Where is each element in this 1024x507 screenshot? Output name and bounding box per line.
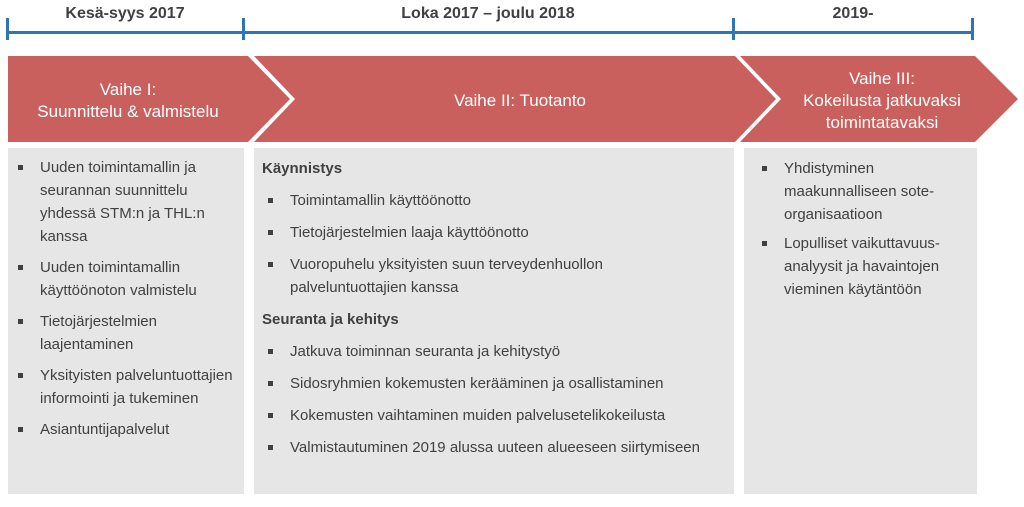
timeline-tick-2: [732, 18, 735, 40]
list-item: Uuden toimintamallin käyttöönoton valmistelu: [12, 256, 236, 302]
list-item: Yhdistyminen maakunnalliseen sote-organisaatioon: [756, 157, 963, 226]
phase-3-subtitle-2: toimintatavaksi: [825, 113, 939, 132]
timeline-line: [7, 31, 973, 34]
list-item: Kokemusten vaihtaminen muiden palvelusetelikokeilusta: [262, 404, 722, 427]
list-item: Vuoropuhelu yksityisten suun terveydenhuollon palveluntuottajien kanssa: [262, 253, 722, 299]
section-1-list: [262, 189, 722, 299]
period-label-3: 2019-: [832, 5, 874, 22]
list-item: Sidosryhmien kokemusten kerääminen ja osallistaminen: [262, 372, 722, 395]
phase-3-subtitle-1: Kokeilusta jatkuvaksi: [803, 91, 961, 110]
section-2-list: [262, 340, 722, 459]
list-item: Toimintamallin käyttöönotto: [262, 189, 722, 212]
phase-2-title: Vaihe II: Tuotanto: [454, 91, 586, 110]
list-item: Jatkuva toiminnan seuranta ja kehitystyö: [262, 340, 722, 363]
phase-3-list: [756, 157, 963, 301]
phase-3-title: Vaihe III:: [849, 69, 915, 88]
phase-2-box: [254, 148, 734, 494]
list-item: Asiantuntijapalvelut: [12, 418, 236, 441]
period-label-1: Kesä-syys 2017: [65, 5, 185, 22]
phase-1-subtitle: Suunnittelu & valmistelu: [37, 102, 219, 121]
timeline-tick-start: [6, 18, 9, 40]
period-label-2: Loka 2017 – joulu 2018: [401, 5, 575, 22]
phase-1-label: [10, 58, 246, 144]
phase-2-label: [290, 58, 750, 144]
list-item: Uuden toimintamallin ja seurannan suunnittelu yhdessä STM:n ja THL:n kanssa: [12, 156, 236, 248]
list-item: Tietojärjestelmien laaja käyttöönotto: [262, 221, 722, 244]
phase-3-label: [782, 58, 982, 144]
list-item: Yksityisten palveluntuottajien informointi ja tukeminen: [12, 364, 236, 410]
timeline-tick-1: [242, 18, 245, 40]
section-title-kaynnistys: Käynnistys: [262, 160, 343, 177]
phase-1-title: Vaihe I:: [99, 80, 157, 99]
list-item: Valmistautuminen 2019 alussa uuteen alueeseen siirtymiseen: [262, 436, 722, 459]
phase-1-box: [8, 148, 244, 494]
phase-1-list: [12, 156, 236, 441]
timeline-tick-end: [971, 18, 974, 40]
list-item: Tietojärjestelmien laajentaminen: [12, 310, 236, 356]
section-title-seuranta: Seuranta ja kehitys: [262, 311, 399, 328]
list-item: Lopulliset vaikuttavuus-analyysit ja havaintojen vieminen käytäntöön: [756, 232, 963, 301]
phase-3-box: [744, 148, 977, 494]
